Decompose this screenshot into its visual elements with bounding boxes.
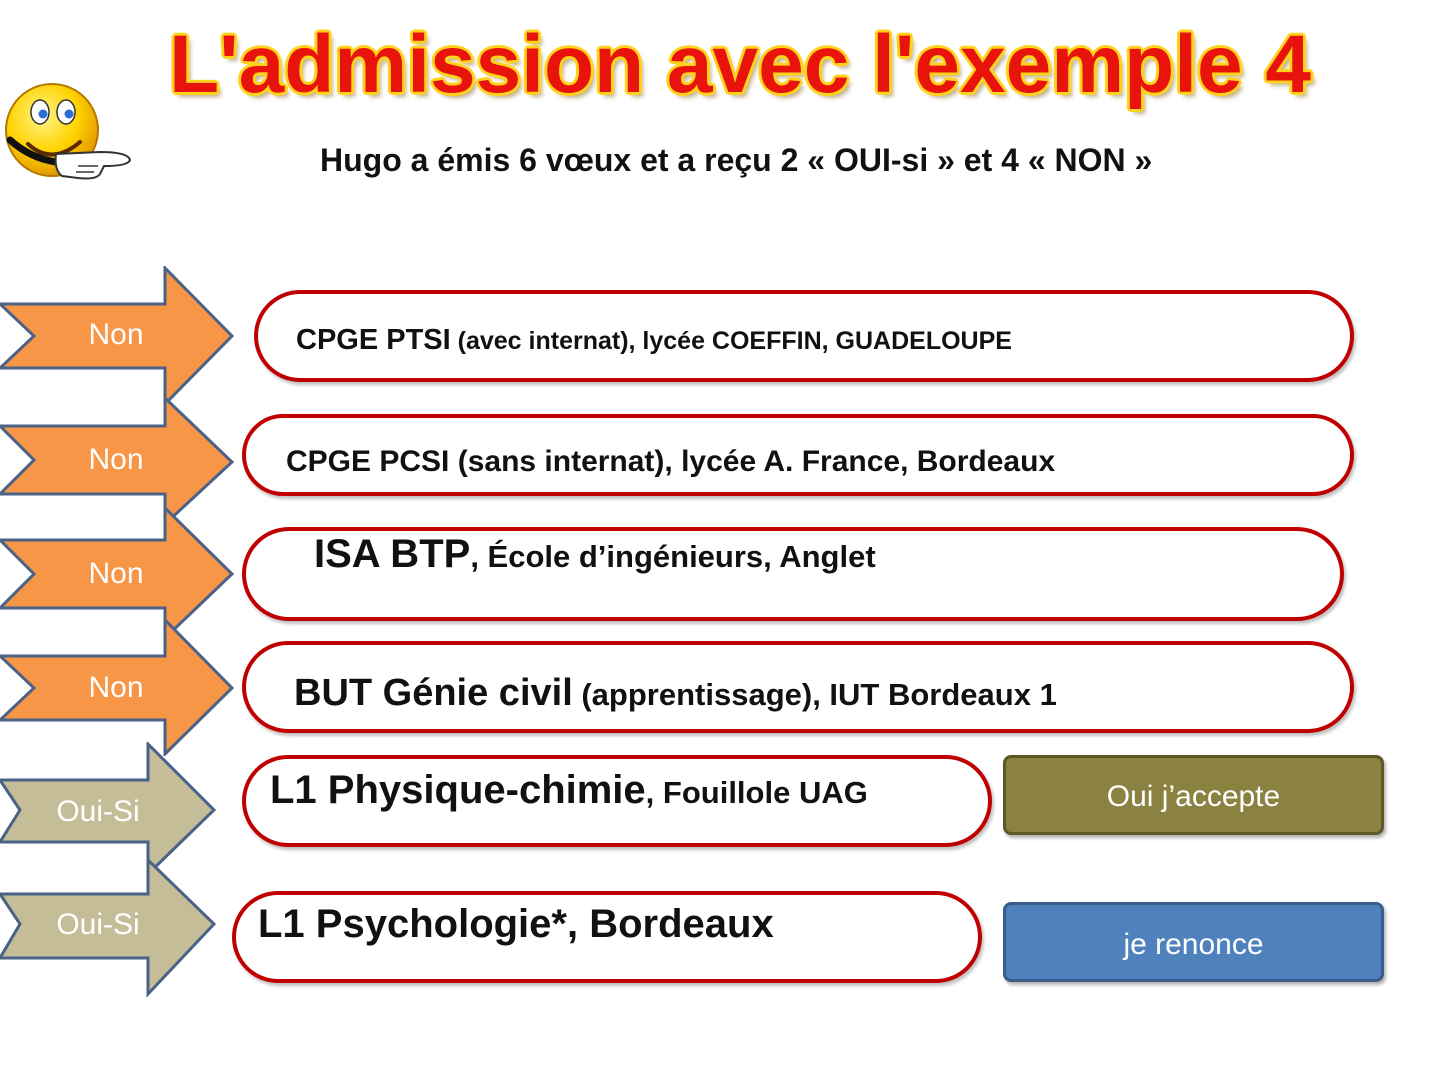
status-label: Oui-Si: [56, 795, 140, 828]
status-label: Oui-Si: [56, 908, 140, 941]
renounce-button[interactable]: je renonce: [1003, 902, 1384, 982]
wish-label: ISA BTP, École d’ingénieurs, Anglet: [314, 532, 876, 576]
accept-button[interactable]: Oui j’accepte: [1003, 755, 1384, 835]
subtitle: Hugo a émis 6 vœux et a reçu 2 « OUI-si » et 4 « NON »: [320, 142, 1153, 178]
status-label: Non: [88, 671, 144, 704]
status-label: Non: [88, 557, 144, 590]
smiley-pointing-icon: [0, 80, 140, 200]
status-label: Non: [88, 443, 144, 476]
wish-label: BUT Génie civil (apprentissage), IUT Bordeaux 1: [294, 672, 1057, 714]
wish-label: CPGE PTSI (avec internat), lycée COEFFIN, GUADELOUPE: [296, 324, 1012, 356]
wish-label: L1 Physique-chimie, Fouillole UAG: [270, 768, 868, 812]
status-label: Non: [88, 318, 144, 351]
wish-label: L1 Psychologie*, Bordeaux: [258, 902, 774, 946]
wish-label: CPGE PCSI (sans internat), lycée A. France, Bordeaux: [286, 445, 1056, 478]
page-title: L'admission avec l'exemple 4: [169, 19, 1311, 110]
